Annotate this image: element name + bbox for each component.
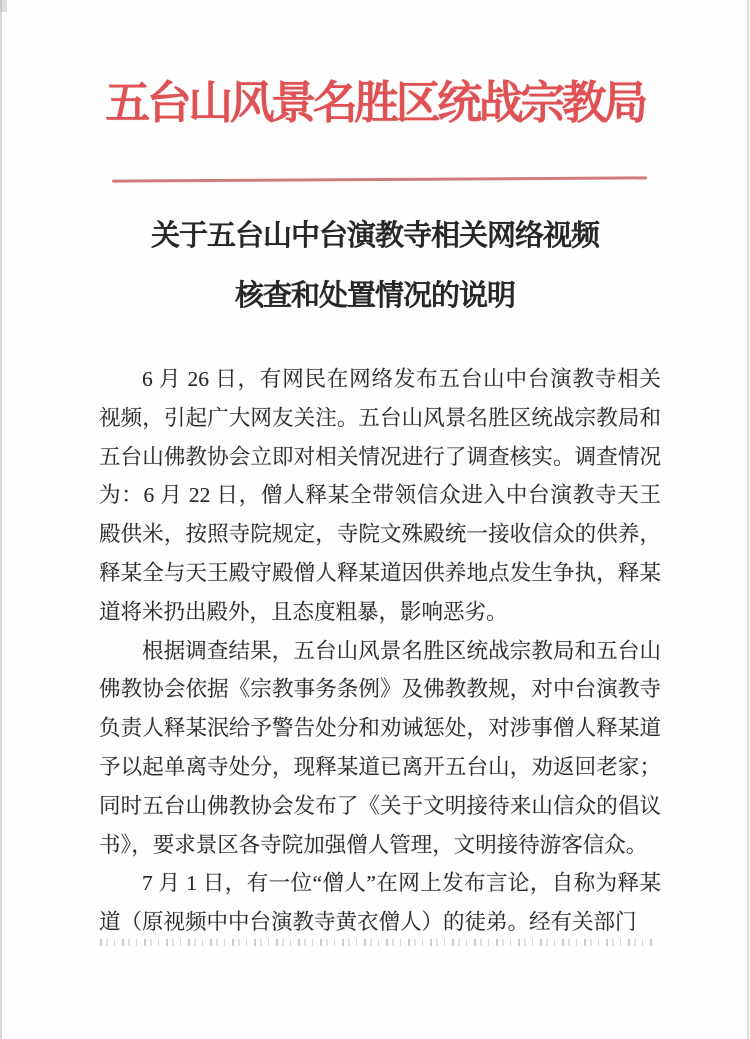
document-body bbox=[99, 360, 661, 942]
letterhead-title: 五台山风景名胜区统战宗教局 bbox=[105, 78, 645, 128]
scan-edge-right bbox=[747, 0, 749, 1039]
document-title-line-2: 核查和处置情况的说明 bbox=[234, 280, 515, 312]
document-title-line-1: 关于五台山中台演教寺相关网络视频 bbox=[150, 220, 599, 252]
letterhead-rule bbox=[112, 176, 647, 182]
paragraph-investigation: 6 月 26 日，有网民在网络发布五台山中台演教寺相关视频，引起广大网友关注。五台山风景名胜区统战宗教局和五台山佛教协会立即对相关情况进行了调查核实。调查情况为：6 月 22 日，僧人释某全带领信众进入中台演教寺天王殿供米，按照寺院规定，寺院文殊殿统一接收信众的供养，释某全与天王殿守殿僧人释某道因供养地点发生争执，释某道将米扔出殿外，且态度粗暴，影响恶劣。 bbox=[99, 367, 661, 624]
document-title bbox=[0, 206, 750, 326]
paragraph-punishment: 根据调查结果，五台山风景名胜区统战宗教局和五台山佛教协会依据《宗教事务条例》及佛教教规，对中台演教寺负责人释某泯给予警告处分和劝诫惩处，对涉事僧人释某道予以起单离寺处分，现释某道已离开五台山，劝返回老家；同时五台山佛教协会发布了《关于文明接待来山信众的倡议书》，要求景区各寺院加强僧人管理，文明接待游客信众。 bbox=[99, 638, 661, 857]
cut-off-text-line bbox=[100, 939, 656, 946]
paragraph-followup: 7 月 1 日，有一位“僧人”在网上发布言论，自称为释某道（原视频中中台演教寺黄衣僧人）的徒弟。经有关部门 bbox=[99, 871, 661, 935]
scan-edge-left bbox=[0, 0, 2, 1039]
scan-corner-smudge bbox=[0, 0, 7, 12]
